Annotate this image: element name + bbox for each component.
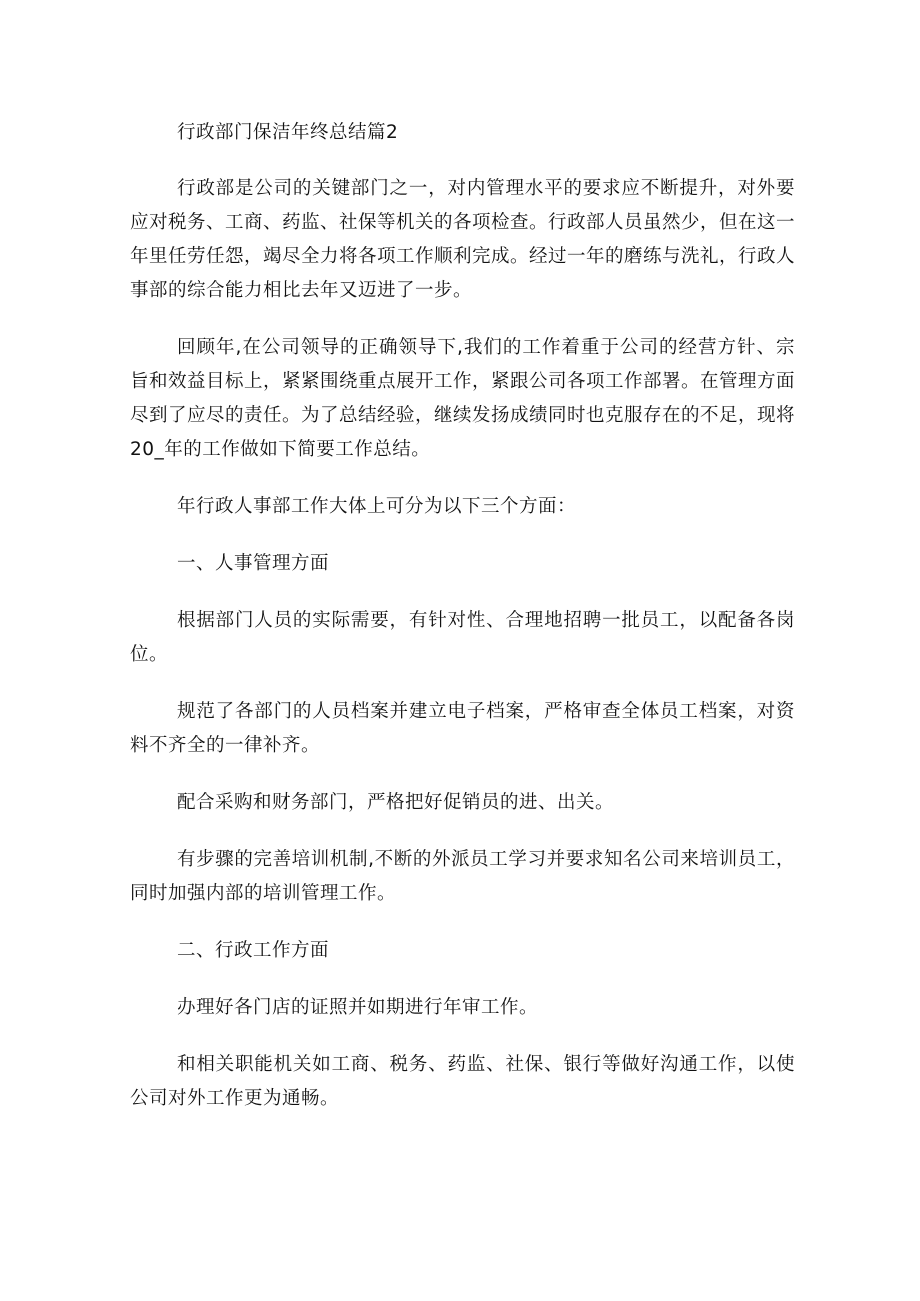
section-heading-administration: 二、行政工作方面	[177, 940, 330, 961]
paragraph-review: 回顾年,在公司领导的正确领导下,我们的工作着重于公司的经营方针、宗旨和效益目标上，紧紧围绕重点展开工作，紧跟公司各项工作部署。在管理方面尽到了应尽的责任。为了总结经验，继续发扬成绩同时也克服存在的不足，现将20_年的工作做如下简要工作总结。	[130, 337, 796, 460]
paragraph-intro: 行政部是公司的关键部门之一，对内管理水平的要求应不断提升，对外要应对税务、工商、药监、社保等机关的各项检查。行政部人员虽然少，但在这一年里任劳任怨，竭尽全力将各项工作顺利完成。经过一年的磨练与洗礼，行政人事部的综合能力相比去年又迈进了一步。	[130, 178, 796, 301]
document-body	[130, 116, 795, 1139]
paragraph-licenses: 办理好各门店的证照并如期进行年审工作。	[177, 997, 539, 1018]
paragraph-archives: 规范了各部门的人员档案并建立电子档案，严格审查全体员工档案，对资料不齐全的一律补齐。	[130, 701, 795, 756]
paragraph-communication: 和相关职能机关如工商、税务、药监、社保、银行等做好沟通工作，以使公司对外工作更为通畅。	[130, 1054, 795, 1109]
section-heading-personnel: 一、人事管理方面	[177, 553, 330, 574]
paragraph-training: 有步骤的完善培训机制,不断的外派员工学习并要求知名公司来培训员工，同时加强内部的培训管理工作。	[130, 849, 795, 904]
paragraph-procurement: 配合采购和财务部门，严格把好促销员的进、出关。	[177, 792, 615, 813]
paragraph-overview: 年行政人事部工作大体上可分为以下三个方面：	[177, 496, 577, 517]
document-title: 行政部门保洁年终总结篇2	[177, 122, 399, 143]
paragraph-recruitment: 根据部门人员的实际需要，有针对性、合理地招聘一批员工，以配备各岗位。	[130, 610, 795, 665]
